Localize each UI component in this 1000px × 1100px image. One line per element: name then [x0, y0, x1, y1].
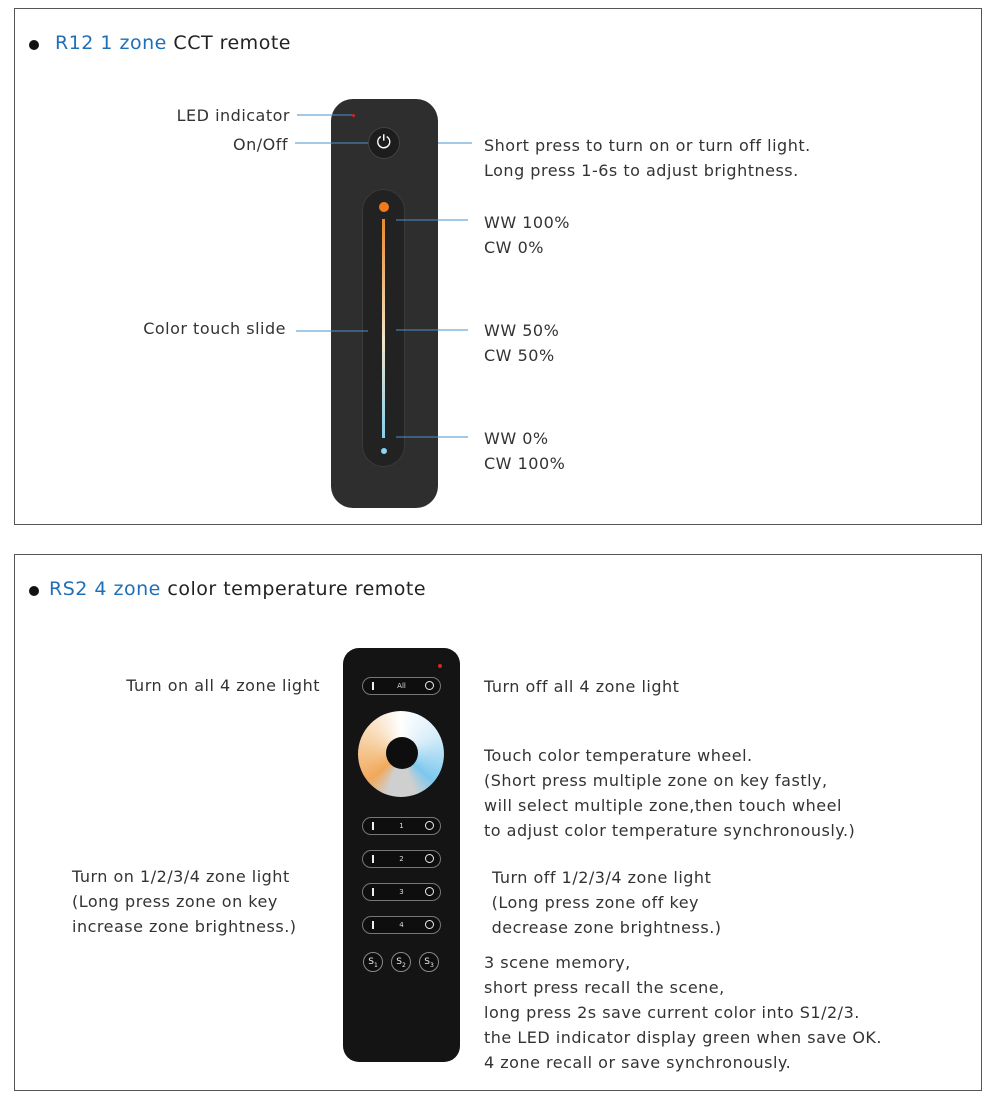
scene-s2-button[interactable] [391, 952, 411, 972]
all-key-label: All [397, 682, 406, 690]
r12-title-highlight: R12 1 zone [55, 32, 167, 54]
wheel-desc-line-3: will select multiple zone,then touch wheel [484, 796, 842, 815]
scene-s3-button[interactable] [419, 952, 439, 972]
slide-level-ww100: WW 100% [484, 213, 570, 232]
zone-2-label: 2 [399, 855, 404, 863]
zone-on-desc-line-3: increase zone brightness.) [72, 917, 297, 936]
zone-1-label: 1 [399, 822, 404, 830]
turn-on-all-label: Turn on all 4 zone light [126, 676, 320, 695]
zone-3-label: 3 [399, 888, 404, 896]
bullet-icon [29, 586, 39, 596]
on-off-label: On/Off [233, 135, 288, 154]
zone-on-desc-line-2: (Long press zone on key [72, 892, 278, 911]
led-indicator-label: LED indicator [176, 106, 290, 125]
scene-desc-line-2: short press recall the scene, [484, 978, 725, 997]
zone-1-key[interactable] [362, 817, 441, 835]
led-indicator-icon [438, 664, 442, 668]
zone-off-desc-line-3: decrease zone brightness.) [486, 918, 722, 937]
scene-s-letter: S [368, 957, 374, 967]
zone-off-desc-line-2: (Long press zone off key [486, 893, 700, 912]
power-icon: ⏻ [376, 132, 392, 153]
off-icon[interactable] [425, 920, 434, 929]
color-touch-slide-label: Color touch slide [143, 319, 286, 338]
slide-level-cw50: CW 50% [484, 346, 555, 365]
scene-s1-button[interactable] [363, 952, 383, 972]
off-icon[interactable] [425, 681, 434, 690]
wheel-desc-line-2: (Short press multiple zone on key fastly, [484, 771, 828, 790]
off-icon[interactable] [425, 854, 434, 863]
power-desc-line-1: Short press to turn on or turn off light. [484, 136, 811, 155]
slide-level-cw0: CW 0% [484, 238, 544, 257]
r12-title-rest: CCT remote [173, 32, 291, 54]
zone-on-desc-line-1: Turn on 1/2/3/4 zone light [72, 867, 290, 886]
off-icon[interactable] [425, 887, 434, 896]
zone-2-key[interactable] [362, 850, 441, 868]
wheel-desc-line-4: to adjust color temperature synchronously.) [484, 821, 856, 840]
off-icon[interactable] [425, 821, 434, 830]
scene-desc-line-1: 3 scene memory, [484, 953, 631, 972]
rs2-title [49, 578, 426, 600]
scene-s-letter: S [396, 957, 402, 967]
rs2-title-rest: color temperature remote [167, 578, 427, 600]
zone-4-label: 4 [399, 921, 404, 929]
scene-s-letter: S [424, 957, 430, 967]
scene-desc-line-3: long press 2s save current color into S1/2/3. [484, 1003, 860, 1022]
slide-level-cw100: CW 100% [484, 454, 566, 473]
scene-number: 2 [401, 961, 406, 969]
wheel-desc-line-1: Touch color temperature wheel. [484, 746, 753, 765]
scene-number: 3 [429, 961, 434, 969]
zone-3-key[interactable] [362, 883, 441, 901]
power-desc-line-2: Long press 1-6s to adjust brightness. [484, 161, 799, 180]
all-zone-key[interactable] [362, 677, 441, 695]
slide-level-ww0: WW 0% [484, 429, 549, 448]
rs2-title-highlight: RS2 4 zone [49, 578, 161, 600]
scene-number: 1 [373, 961, 378, 969]
slide-level-ww50: WW 50% [484, 321, 560, 340]
zone-4-key[interactable] [362, 916, 441, 934]
zone-off-desc-line-1: Turn off 1/2/3/4 zone light [492, 868, 712, 887]
scene-desc-line-4: the LED indicator display green when save OK. [484, 1028, 882, 1047]
scene-desc-line-5: 4 zone recall or save synchronously. [484, 1053, 792, 1072]
wheel-center [386, 737, 418, 769]
turn-off-all-label: Turn off all 4 zone light [484, 677, 680, 696]
